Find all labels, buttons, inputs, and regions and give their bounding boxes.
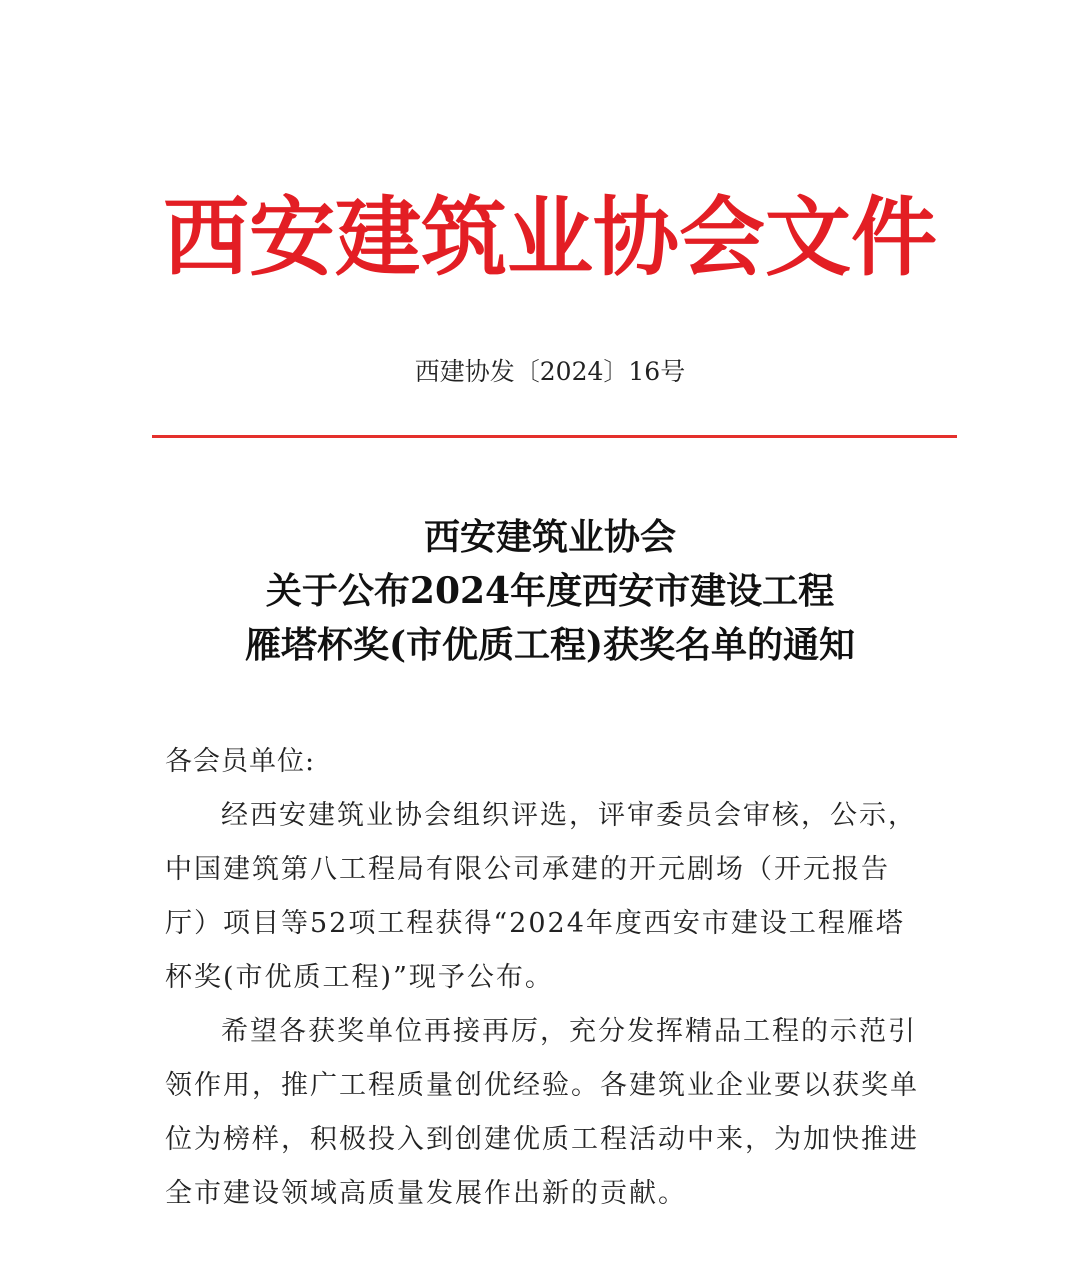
notice-title-line-3: 雁塔杯奖(市优质工程)获奖名单的通知	[244, 624, 856, 666]
notice-title	[140, 510, 960, 672]
salutation: 各会员单位:	[165, 746, 316, 777]
notice-body	[165, 735, 925, 1221]
document-header-title: 西安建筑业协会文件	[163, 187, 937, 288]
notice-title-line-2: 关于公布2024年度西安市建设工程	[265, 570, 835, 612]
document-number: 西建协发〔2024〕16号	[414, 357, 686, 386]
paragraph-announcement: 经西安建筑业协会组织评选，评审委员会审核，公示，中国建筑第八工程局有限公司承建的开元剧场（开元报告厅）项目等52项工程获得“2024年度西安市建设工程雁塔杯奖(市优质工程)”现予公布。	[165, 800, 917, 993]
paragraph-encouragement: 希望各获奖单位再接再厉，充分发挥精品工程的示范引领作用，推广工程质量创优经验。各建筑业企业要以获奖单位为榜样，积极投入到创建优质工程活动中来，为加快推进全市建设领域高质量发展作出新的贡献。	[165, 1016, 919, 1209]
notice-title-line-1: 西安建筑业协会	[423, 516, 676, 558]
header-divider	[152, 435, 957, 438]
